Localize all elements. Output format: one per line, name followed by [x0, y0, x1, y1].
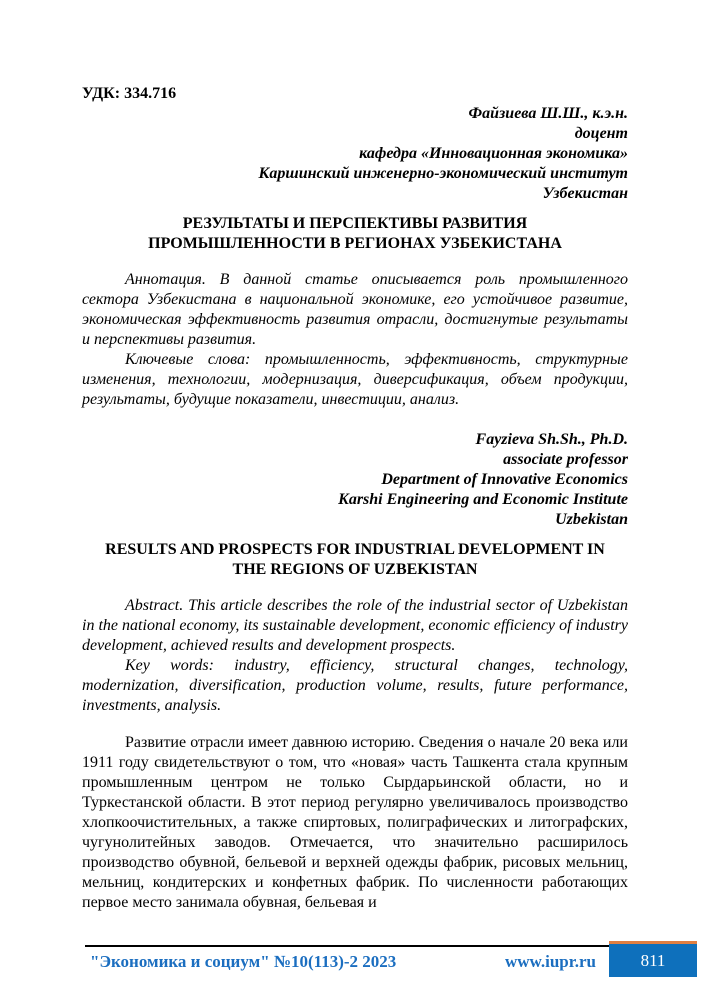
journal-title: "Экономика и социум" №10(113)-2 2023 — [90, 952, 397, 971]
article-title-ru — [82, 214, 628, 254]
udk-code: УДК: 334.716 — [82, 85, 177, 102]
author-en-institution: Karshi Engineering and Economic Institute — [338, 491, 628, 508]
article-title-en-line2: THE REGIONS OF UZBEKISTAN — [232, 561, 478, 578]
author-en-name: Fayzieva Sh.Sh., Ph.D. — [475, 431, 628, 448]
author-ru-country: Узбекистан — [542, 185, 628, 202]
abstract-ru: Аннотация. В данной статье описывается роль промышленного сектора Узбекистана в национальной экономике, его устойчивое развитие, экономическая эффективность развития отрасли, достигнутые результаты и перспективы развития. — [82, 271, 628, 348]
article-title-ru-line2: ПРОМЫШЛЕННОСТИ В РЕГИОНАХ УЗБЕКИСТАНА — [148, 235, 562, 252]
author-en-position: associate professor — [503, 451, 628, 468]
article-title-en — [82, 540, 628, 580]
author-en-department: Department of Innovative Economics — [381, 471, 628, 488]
author-ru-name: Файзиева Ш.Ш., к.э.н. — [468, 105, 628, 122]
author-ru-institution: Каршинский инженерно-экономический институт — [258, 165, 628, 182]
author-en-country: Uzbekistan — [555, 511, 628, 528]
journal-website-link[interactable]: www.iupr.ru — [504, 952, 596, 971]
article-title-ru-line1: РЕЗУЛЬТАТЫ И ПЕРСПЕКТИВЫ РАЗВИТИЯ — [182, 215, 528, 232]
page-footer — [0, 941, 709, 986]
body-paragraph: Развитие отрасли имеет давнюю историю. Сведения о начале 20 века или 1911 году свидетельствуют о том, что «новая» часть Ташкента стала крупным промышленным центром не только Сырдарьинской области, но и Туркестанской области. В этот период регулярно увеличивалось производство хлопкоочистительных, а также спиртовых, полиграфических и литографских, чугунолитейных заводов. Отмечается, что значительно расширилось производство обувной, бельевой и верхней одежды фабрик, рисовых мельниц, мельниц, кондитерских и конфетных фабрик. По численности работающих первое место занимала обувная, бельевая и — [82, 734, 628, 911]
abstract-en: Abstract. This article describes the role of the industrial sector of Uzbekistan in the national economy, its sustainable development, economic efficiency of industry development, achieved results and development prospects. — [82, 597, 628, 654]
article-title-en-line1: RESULTS AND PROSPECTS FOR INDUSTRIAL DEVELOPMENT IN — [105, 541, 605, 558]
author-ru-position: доцент — [574, 125, 628, 142]
page-number-badge: 811 — [609, 941, 697, 977]
keywords-ru: Ключевые слова: промышленность, эффективность, структурные изменения, технологии, модернизация, диверсификация, объем продукции, результаты, будущие показатели, инвестиции, анализ. — [82, 351, 628, 408]
footer-divider — [85, 945, 609, 947]
keywords-en: Key words: industry, efficiency, structural changes, technology, modernization, diversification, production volume, results, future performance, investments, analysis. — [82, 657, 628, 714]
page-content — [82, 84, 628, 913]
author-ru-department: кафедра «Инновационная экономика» — [359, 145, 628, 162]
author-block-en — [82, 430, 628, 530]
author-block-ru — [82, 104, 628, 204]
